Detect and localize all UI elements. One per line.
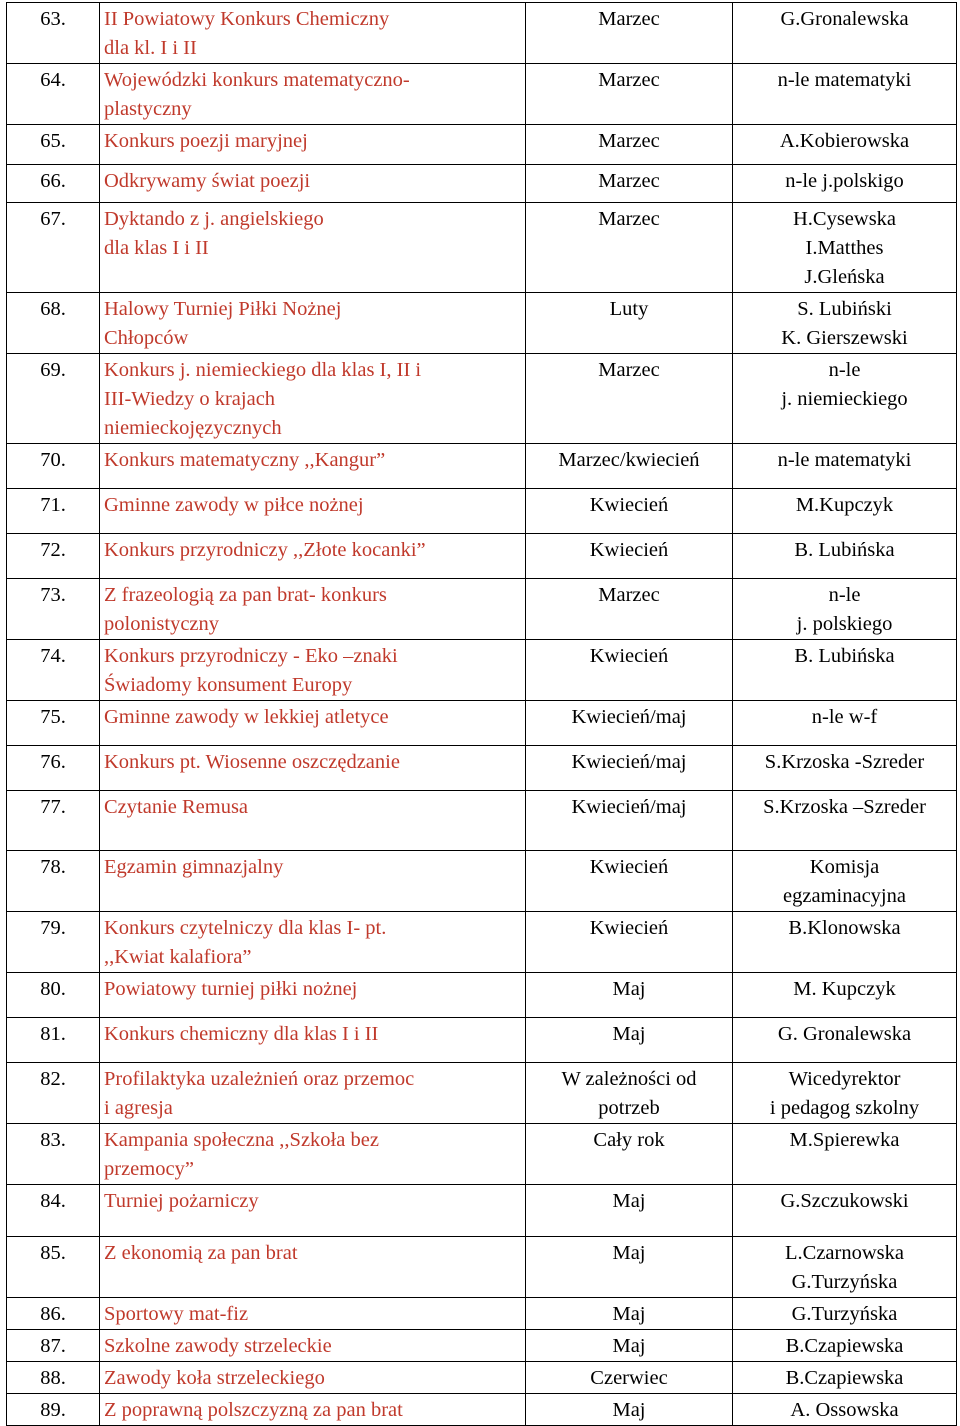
event-title-line: Gminne zawody w lekkiej atletyce (104, 706, 389, 728)
row-number-text: 65. (40, 130, 66, 152)
row-number-text: 83. (40, 1129, 66, 1151)
table-row (7, 1018, 957, 1063)
event-title (100, 125, 526, 165)
event-title-line: plastyczny (104, 98, 192, 120)
table-row (7, 973, 957, 1018)
table-row (7, 791, 957, 851)
event-date-line: Marzec (598, 130, 660, 152)
row-number (7, 791, 100, 851)
responsible-person (733, 293, 957, 354)
table-row (7, 851, 957, 912)
row-number-text: 79. (40, 917, 66, 939)
responsible-person-line: Komisja (809, 856, 880, 878)
responsible-person-line: M.Spierewka (789, 1129, 900, 1151)
responsible-person (733, 1063, 957, 1124)
responsible-person-line: S. Lubiński (797, 298, 892, 320)
row-number (7, 701, 100, 746)
responsible-person (733, 579, 957, 640)
row-number (7, 746, 100, 791)
event-date-line: Maj (612, 1399, 646, 1421)
responsible-person-line: G.Szczukowski (780, 1190, 909, 1212)
event-date-line: Kwiecień/maj (571, 706, 687, 728)
row-number-text: 82. (40, 1068, 66, 1090)
event-title-line: Turniej pożarniczy (104, 1190, 259, 1212)
event-date (526, 1018, 733, 1063)
table-row (7, 1185, 957, 1237)
table-row (7, 125, 957, 165)
table-row (7, 1362, 957, 1394)
row-number-text: 72. (40, 539, 66, 561)
responsible-person-line: L.Czarnowska (785, 1242, 904, 1264)
event-date-line: Kwiecień (589, 856, 669, 878)
event-date-line: Maj (612, 1242, 646, 1264)
row-number-text: 63. (40, 8, 66, 30)
event-date (526, 791, 733, 851)
event-date (526, 165, 733, 203)
event-title-line: Konkurs chemiczny dla klas I i II (104, 1023, 379, 1045)
responsible-person-line: egzaminacyjna (783, 885, 906, 907)
row-number-text: 68. (40, 298, 66, 320)
event-title-line: ,,Kwiat kalafiora” (104, 946, 252, 968)
responsible-person-line: B.Czapiewska (785, 1335, 904, 1357)
event-title-line: Zawody koła strzeleckiego (104, 1367, 325, 1389)
responsible-person (733, 534, 957, 579)
responsible-person (733, 444, 957, 489)
responsible-person-line: B. Lubińska (794, 539, 895, 561)
events-table-body (7, 3, 957, 1426)
responsible-person-line: G.Turzyńska (791, 1303, 898, 1325)
row-number-text: 80. (40, 978, 66, 1000)
event-title-line: Halowy Turniej Piłki Nożnej (104, 298, 342, 320)
table-row (7, 640, 957, 701)
responsible-person-line: G.Gronalewska (780, 8, 909, 30)
event-date-line: Marzec (598, 584, 660, 606)
events-table (6, 2, 957, 1426)
event-title (100, 354, 526, 444)
event-title-line: II Powiatowy Konkurs Chemiczny (104, 8, 390, 30)
event-title (100, 640, 526, 701)
event-title (100, 444, 526, 489)
responsible-person (733, 851, 957, 912)
event-date (526, 354, 733, 444)
event-title-line: Powiatowy turniej piłki nożnej (104, 978, 358, 1000)
responsible-person-line: B.Klonowska (788, 917, 901, 939)
responsible-person-line: n-le (828, 359, 861, 381)
table-row (7, 1330, 957, 1362)
event-title-line: i agresja (104, 1097, 173, 1119)
event-date (526, 701, 733, 746)
event-title (100, 791, 526, 851)
event-title-line: Konkurs przyrodniczy - Eko –znaki (104, 645, 398, 667)
event-title (100, 851, 526, 912)
event-date (526, 203, 733, 293)
row-number (7, 444, 100, 489)
event-date-line: Maj (612, 1303, 646, 1325)
table-row (7, 64, 957, 125)
responsible-person (733, 1018, 957, 1063)
event-title-line: Profilaktyka uzależnień oraz przemoc (104, 1068, 415, 1090)
row-number (7, 354, 100, 444)
event-date (526, 444, 733, 489)
row-number-text: 89. (40, 1399, 66, 1421)
event-title-line: Kampania społeczna ,,Szkoła bez (104, 1129, 379, 1151)
row-number (7, 125, 100, 165)
responsible-person-line: j. niemieckiego (781, 388, 908, 410)
event-title-line: Konkurs j. niemieckiego dla klas I, II i (104, 359, 422, 381)
responsible-person (733, 165, 957, 203)
event-date (526, 1394, 733, 1426)
event-date (526, 973, 733, 1018)
row-number-text: 88. (40, 1367, 66, 1389)
event-date (526, 912, 733, 973)
row-number (7, 579, 100, 640)
event-date (526, 293, 733, 354)
row-number (7, 1237, 100, 1298)
responsible-person (733, 1185, 957, 1237)
responsible-person-line: n-le matematyki (777, 449, 912, 471)
event-title-line: dla klas I i II (104, 237, 209, 259)
row-number-text: 86. (40, 1303, 66, 1325)
event-title (100, 1330, 526, 1362)
event-title-line: Egzamin gimnazjalny (104, 856, 284, 878)
responsible-person-line: i pedagog szkolny (769, 1097, 920, 1119)
responsible-person-line: B.Czapiewska (785, 1367, 904, 1389)
event-title-line: Konkurs pt. Wiosenne oszczędzanie (104, 751, 400, 773)
responsible-person-line: n-le (828, 584, 861, 606)
event-title-line: Czytanie Remusa (104, 796, 249, 818)
event-date-line: Luty (609, 298, 649, 320)
event-title (100, 701, 526, 746)
table-row (7, 534, 957, 579)
event-date-line: potrzeb (598, 1097, 660, 1119)
responsible-person-line: j. polskiego (796, 613, 893, 635)
event-title (100, 1394, 526, 1426)
event-title (100, 1237, 526, 1298)
row-number-text: 73. (40, 584, 66, 606)
row-number-text: 87. (40, 1335, 66, 1357)
event-date-line: Czerwiec (590, 1367, 668, 1389)
row-number (7, 973, 100, 1018)
event-date-line: Cały rok (593, 1129, 665, 1151)
row-number (7, 3, 100, 64)
event-title (100, 1124, 526, 1185)
event-title (100, 64, 526, 125)
row-number-text: 84. (40, 1190, 66, 1212)
table-row (7, 579, 957, 640)
responsible-person-line: G. Gronalewska (777, 1023, 912, 1045)
table-row (7, 3, 957, 64)
row-number (7, 851, 100, 912)
event-date (526, 1063, 733, 1124)
row-number (7, 912, 100, 973)
responsible-person-line: n-le matematyki (777, 69, 912, 91)
event-date (526, 1185, 733, 1237)
responsible-person-line: J.Gleńska (804, 266, 885, 288)
event-title (100, 293, 526, 354)
event-date (526, 3, 733, 64)
event-date-line: Kwiecień/maj (571, 796, 687, 818)
responsible-person (733, 203, 957, 293)
responsible-person (733, 3, 957, 64)
responsible-person-line: S.Krzoska -Szreder (764, 751, 925, 773)
row-number-text: 67. (40, 208, 66, 230)
event-date (526, 1330, 733, 1362)
responsible-person (733, 746, 957, 791)
event-date (526, 640, 733, 701)
event-title (100, 973, 526, 1018)
row-number-text: 77. (40, 796, 66, 818)
responsible-person-line: A.Kobierowska (779, 130, 910, 152)
row-number-text: 81. (40, 1023, 66, 1045)
row-number (7, 534, 100, 579)
row-number (7, 1185, 100, 1237)
table-row (7, 912, 957, 973)
event-date-line: Maj (612, 1190, 646, 1212)
row-number (7, 1124, 100, 1185)
event-title-line: polonistyczny (104, 613, 220, 635)
event-date-line: Kwiecień (589, 539, 669, 561)
responsible-person-line: M. Kupczyk (793, 978, 896, 1000)
row-number (7, 1018, 100, 1063)
event-title (100, 1018, 526, 1063)
responsible-person (733, 973, 957, 1018)
table-row (7, 489, 957, 534)
event-date-line: Maj (612, 1335, 646, 1357)
row-number (7, 489, 100, 534)
table-row (7, 1124, 957, 1185)
table-row (7, 354, 957, 444)
responsible-person (733, 791, 957, 851)
event-title-line: Konkurs przyrodniczy ,,Złote kocanki” (104, 539, 426, 561)
responsible-person (733, 640, 957, 701)
event-title-line: przemocy” (104, 1158, 194, 1180)
event-date (526, 1237, 733, 1298)
event-title-line: Z ekonomią za pan brat (104, 1242, 298, 1264)
row-number (7, 1063, 100, 1124)
row-number (7, 1298, 100, 1330)
row-number-text: 74. (40, 645, 66, 667)
row-number (7, 1362, 100, 1394)
event-title (100, 1063, 526, 1124)
event-title (100, 534, 526, 579)
row-number (7, 1330, 100, 1362)
event-date-line: Marzec (598, 359, 660, 381)
event-title-line: Konkurs matematyczny ,,Kangur” (104, 449, 386, 471)
event-title-line: Wojewódzki konkurs matematyczno- (104, 69, 410, 91)
row-number-text: 70. (40, 449, 66, 471)
table-row (7, 1063, 957, 1124)
event-title-line: Z frazeologią za pan brat- konkurs (104, 584, 387, 606)
event-date-line: Maj (612, 978, 646, 1000)
event-date (526, 1124, 733, 1185)
responsible-person-line: M.Kupczyk (795, 494, 894, 516)
event-title-line: Konkurs poezji maryjnej (104, 130, 308, 152)
table-row (7, 203, 957, 293)
event-title (100, 1185, 526, 1237)
event-date-line: Marzec/kwiecień (558, 449, 700, 471)
row-number-text: 75. (40, 706, 66, 728)
event-date-line: Kwiecień (589, 645, 669, 667)
responsible-person-line: I.Matthes (805, 237, 884, 259)
event-title-line: dla kl. I i II (104, 37, 197, 59)
table-row (7, 1394, 957, 1426)
responsible-person-line: K. Gierszewski (781, 327, 908, 349)
row-number (7, 64, 100, 125)
table-row (7, 293, 957, 354)
event-title (100, 203, 526, 293)
responsible-person (733, 489, 957, 534)
event-title (100, 746, 526, 791)
event-date-line: Marzec (598, 208, 660, 230)
row-number-text: 85. (40, 1242, 66, 1264)
event-title (100, 579, 526, 640)
row-number (7, 640, 100, 701)
responsible-person-line: S.Krzoska –Szreder (763, 796, 926, 818)
responsible-person (733, 1362, 957, 1394)
table-row (7, 165, 957, 203)
event-title (100, 165, 526, 203)
event-title (100, 3, 526, 64)
row-number-text: 66. (40, 170, 66, 192)
event-date (526, 1298, 733, 1330)
responsible-person (733, 1124, 957, 1185)
row-number-text: 78. (40, 856, 66, 878)
event-date-line: Marzec (598, 8, 660, 30)
event-date-line: Kwiecień/maj (571, 751, 687, 773)
table-row (7, 444, 957, 489)
responsible-person (733, 1394, 957, 1426)
event-date-line: Marzec (598, 170, 660, 192)
event-date-line: Kwiecień (589, 494, 669, 516)
event-date (526, 489, 733, 534)
table-row (7, 1298, 957, 1330)
table-row (7, 746, 957, 791)
responsible-person-line: B. Lubińska (794, 645, 895, 667)
event-date-line: Maj (612, 1023, 646, 1045)
event-title (100, 1362, 526, 1394)
responsible-person-line: n-le w-f (811, 706, 878, 728)
responsible-person (733, 701, 957, 746)
event-title-line: Sportowy mat-fiz (104, 1303, 249, 1325)
event-date-line: W zależności od (561, 1068, 697, 1090)
responsible-person-line: H.Cysewska (792, 208, 897, 230)
event-title (100, 489, 526, 534)
event-title (100, 912, 526, 973)
event-title-line: Gminne zawody w piłce nożnej (104, 494, 364, 516)
responsible-person (733, 1298, 957, 1330)
row-number-text: 69. (40, 359, 66, 381)
event-title-line: Chłopców (104, 327, 189, 349)
row-number (7, 203, 100, 293)
row-number-text: 64. (40, 69, 66, 91)
event-date-line: Kwiecień (589, 917, 669, 939)
responsible-person-line: Wicedyrektor (788, 1068, 901, 1090)
event-date (526, 64, 733, 125)
row-number (7, 293, 100, 354)
event-date (526, 125, 733, 165)
row-number (7, 165, 100, 203)
event-title-line: Szkolne zawody strzeleckie (104, 1335, 332, 1357)
event-title-line: Z poprawną polszczyzną za pan brat (104, 1399, 403, 1421)
event-title-line: Konkurs czytelniczy dla klas I- pt. (104, 917, 387, 939)
event-date (526, 1362, 733, 1394)
event-date (526, 534, 733, 579)
row-number (7, 1394, 100, 1426)
event-date (526, 579, 733, 640)
responsible-person (733, 912, 957, 973)
responsible-person-line: A. Ossowska (790, 1399, 899, 1421)
table-row (7, 701, 957, 746)
responsible-person (733, 1237, 957, 1298)
responsible-person (733, 64, 957, 125)
row-number-text: 71. (40, 494, 66, 516)
responsible-person (733, 125, 957, 165)
table-row (7, 1237, 957, 1298)
event-title-line: Dyktando z j. angielskiego (104, 208, 324, 230)
responsible-person-line: n-le j.polskigo (785, 170, 904, 192)
row-number-text: 76. (40, 751, 66, 773)
event-title (100, 1298, 526, 1330)
event-title-line: Świadomy konsument Europy (104, 674, 353, 696)
event-date-line: Marzec (598, 69, 660, 91)
event-date (526, 851, 733, 912)
event-title-line: niemieckojęzycznych (104, 417, 282, 439)
responsible-person (733, 1330, 957, 1362)
responsible-person (733, 354, 957, 444)
event-title-line: Odkrywamy świat poezji (104, 170, 311, 192)
event-title-line: III-Wiedzy o krajach (104, 388, 276, 410)
responsible-person-line: G.Turzyńska (791, 1271, 898, 1293)
event-date (526, 746, 733, 791)
